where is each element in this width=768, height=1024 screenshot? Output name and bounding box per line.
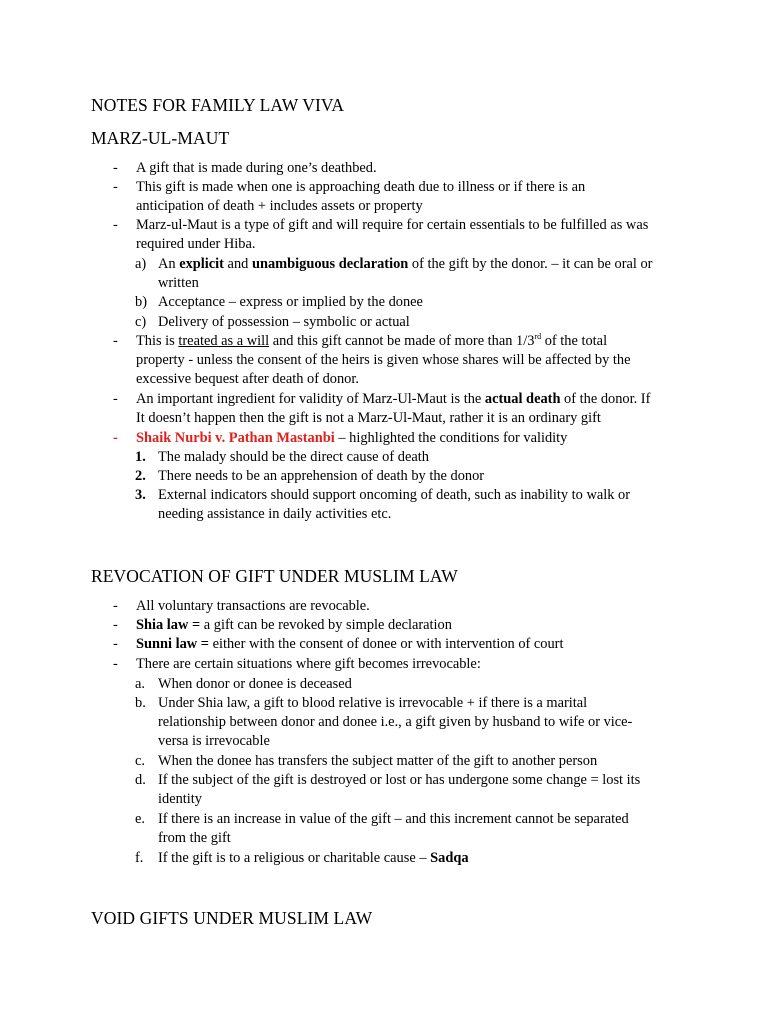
- case-name: Shaik Nurbi v. Pathan Mastanbi: [136, 430, 335, 446]
- sub-item-label: b.: [135, 695, 146, 711]
- text-run: of the gift by the donor. – it can be oral or: [408, 256, 653, 272]
- bold-text: unambiguous declaration: [251, 256, 409, 272]
- bullet-dash: -: [113, 217, 118, 233]
- list-item-text: property - unless the consent of the heirs is given whose shares will be affected by the: [136, 352, 631, 368]
- sub-item-text: When donor or donee is deceased: [158, 676, 352, 692]
- sub-item-label: a.: [135, 676, 145, 692]
- bullet-dash: -: [113, 160, 118, 176]
- sub-item-text: identity: [158, 791, 202, 807]
- bold-text: Sunni law =: [136, 636, 209, 652]
- bold-text: explicit: [179, 256, 224, 272]
- text-run: of the total: [541, 333, 608, 349]
- sub-item-text: If the subject of the gift is destroyed or lost or has undergone some change = lost its: [158, 772, 641, 788]
- list-item-text: [136, 616, 452, 635]
- list-item-text: Marz-ul-Maut is a type of gift and will require for certain essentials to be fulfilled as was: [136, 217, 649, 233]
- list-item-text: [136, 635, 563, 654]
- bullet-dash: -: [113, 179, 118, 195]
- sub-item-text: Under Shia law, a gift to blood relative is irrevocable + if there is a marital: [158, 695, 588, 711]
- sub-item-label: b): [135, 294, 147, 310]
- section-heading-marz-ul-maut: MARZ-UL-MAUT: [91, 128, 230, 148]
- list-item-text: required under Hiba.: [136, 236, 256, 252]
- bold-text: Sadqa: [430, 850, 469, 866]
- list-item-text: A gift that is made during one’s deathbed.: [136, 160, 377, 176]
- sub-item-label: e.: [135, 811, 145, 827]
- document-title: NOTES FOR FAMILY LAW VIVA: [91, 95, 345, 115]
- number-label: 3.: [135, 487, 146, 503]
- list-item-text: excessive bequest after death of donor.: [136, 371, 359, 387]
- text-run: a gift can be revoked by simple declaration: [200, 617, 452, 633]
- list-item-text: This gift is made when one is approaching death due to illness or if there is an: [136, 179, 586, 195]
- numbered-item-text: External indicators should support oncoming of death, such as inability to walk or: [158, 487, 631, 503]
- sub-item-text: When the donee has transfers the subject matter of the gift to another person: [158, 753, 598, 769]
- sub-item-label: f.: [135, 850, 144, 866]
- text-run: and: [223, 256, 252, 272]
- numbered-item-text: There needs to be an apprehension of death by the donor: [158, 468, 485, 484]
- sub-item-text: [158, 255, 652, 274]
- numbered-item-text: The malady should be the direct cause of death: [158, 449, 429, 465]
- list-item-text: [136, 390, 650, 409]
- numbered-item-text: needing assistance in daily activities etc.: [158, 506, 392, 522]
- section-heading-revocation: REVOCATION OF GIFT UNDER MUSLIM LAW: [91, 566, 458, 586]
- bullet-dash: -: [113, 636, 118, 652]
- sub-item-text: If there is an increase in value of the gift – and this increment cannot be separated: [158, 811, 629, 827]
- text-run: This is: [136, 333, 179, 349]
- sub-item-text: Delivery of possession – symbolic or actual: [158, 314, 410, 330]
- list-item-text: [136, 429, 567, 448]
- number-label: 2.: [135, 468, 146, 484]
- list-item-text: There are certain situations where gift becomes irrevocable:: [136, 656, 481, 672]
- sub-item-text: from the gift: [158, 830, 231, 846]
- superscript: rd: [534, 332, 542, 341]
- sub-item-text: Acceptance – express or implied by the donee: [158, 294, 423, 310]
- text-run: If the gift is to a religious or charitable cause –: [158, 850, 431, 866]
- sub-item-text: relationship between donor and donee i.e., a gift given by husband to wife or vice-: [158, 714, 633, 730]
- sub-item-label: a): [135, 256, 147, 272]
- text-run: An important ingredient for validity of Marz-Ul-Maut is the: [136, 391, 485, 407]
- sub-item-label: d.: [135, 772, 146, 788]
- text-run: An: [158, 256, 180, 272]
- bullet-dash: -: [113, 391, 118, 407]
- sub-item-text: written: [158, 275, 199, 291]
- text-run: of the donor. If: [560, 391, 651, 407]
- bold-text: Shia law =: [136, 617, 201, 633]
- bullet-dash: -: [113, 617, 118, 633]
- sub-item-label: c.: [135, 753, 145, 769]
- text-run: and this gift cannot be made of more than 1/3: [269, 333, 535, 349]
- text-run: – highlighted the conditions for validity: [334, 430, 568, 446]
- list-item-text: It doesn’t happen then the gift is not a Marz-Ul-Maut, rather it is an ordinary gift: [136, 410, 601, 426]
- sub-item-text: versa is irrevocable: [158, 733, 270, 749]
- sub-item-label: c): [135, 314, 147, 330]
- list-item-text: All voluntary transactions are revocable.: [136, 598, 370, 614]
- bold-text: actual death: [484, 391, 561, 407]
- bullet-dash: -: [113, 430, 118, 446]
- bullet-dash: -: [113, 333, 118, 349]
- list-item-text: anticipation of death + includes assets or property: [136, 198, 423, 214]
- bullet-dash: -: [113, 656, 118, 672]
- number-label: 1.: [135, 449, 146, 465]
- underlined-text: treated as a will: [178, 333, 270, 349]
- bullet-dash: -: [113, 598, 118, 614]
- sub-item-text: [158, 849, 469, 868]
- list-item-text: [136, 332, 607, 351]
- section-heading-void-gifts: VOID GIFTS UNDER MUSLIM LAW: [91, 908, 373, 928]
- text-run: either with the consent of donee or with intervention of court: [209, 636, 564, 652]
